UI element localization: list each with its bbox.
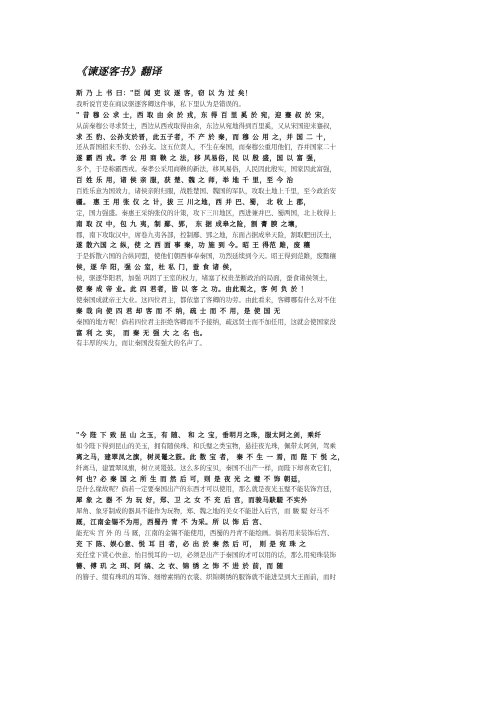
original-text-line: 离之马，建翠凤之旗，树灵鼍之鼓。此 数 宝 者， 秦 不 生 一 焉，而 陛 下 悦 之，	[76, 452, 345, 461]
original-text-line: 秦 哉 向 使 四 君 却 客 而 不 纳，疏 士 而 不 用，是 使 国 无	[76, 306, 281, 315]
original-text-line: 犀 象 之 器 不 为 玩 好，郑、卫 之 女 不 充 后 宫，而骏马駃騠 不实外	[76, 496, 308, 505]
translation-line: 百姓乐意为国效力，诸侯亲附归服，战胜楚国、魏国的军队，攻取土地上千里，至今政治安	[76, 187, 336, 196]
paragraph-1	[76, 88, 422, 349]
document-title: 《谏逐客书》翻译	[76, 66, 162, 78]
original-text-line: 遂 散六国 之 纵，使 之 西 面 事 秦，功 施 到 今。昭 王 得范 雎，废 穰	[76, 241, 311, 250]
original-text-line: "今 陛 下 致 昆 山 之玉，有 随、 和 之 宝，垂明月之珠，服太阿之剑，乘纤	[76, 431, 322, 439]
original-text-line: 簪、傅 玑 之 珥、阿 缟、之 衣、锦 绣 之 饰 不 进 於 前，而 随	[76, 561, 284, 570]
original-text-line: 使 秦 成 帝 业。此 四 君者，皆 以 客 之 功。由此观之，客 何 负 於 ！	[76, 285, 308, 294]
translation-line: 有丰厚的实力，而让秦国没有强大的名声了。	[76, 339, 206, 348]
translation-line: 我听说官吏在商议驱逐客卿这件事，私下里认为是错误的。	[76, 99, 245, 108]
original-text-line: 百 姓 乐 用，诸 侯 亲 服，获 楚、魏 之 师，举 地 千 里，至 今 治	[76, 176, 294, 185]
translation-line: 的簪子、缀有珠玑的耳饰、细缯素绢的衣裳、织锦刺绣的服饰就不能进呈到大王面前，而时	[76, 572, 336, 581]
original-text-line: 疆。 惠 王 用 张 仪 之 计，拔 三 川之地，西 并 巴、蜀， 北 收 上 郡，	[76, 197, 311, 206]
translation-line: 郡，南下攻取汉中，席卷九夷各部，控制鄢、郢之地，东面占据成皋天险，割取肥田沃土，	[76, 230, 336, 239]
original-text-line: " 昔 穆 公 求 士，西 取 由 余 於 戎，东 得 百 里 奚 於 宛，迎 蹇 叔 於 宋，	[76, 110, 329, 119]
translation-line: 多个，于是称霸西戎。秦孝公采用商鞅的新法，移风易俗，人民因此殷实，国家因此富强，	[76, 165, 336, 174]
translation-line: 于是拆散六国的合纵同盟，使他们朝西事奉秦国，功烈延续到今天。昭王得到范雎，废黜穰	[76, 252, 336, 261]
original-text-line: 侯，逐 华 阳，强 公 室，杜 私 门，蚕 食 诸 侯，	[76, 263, 237, 272]
original-text-line: 南 取 汉 中，包 九 夷，制 鄢、郢， 东 据 成皋之险，割 膏 腴 之壤，	[76, 219, 303, 228]
translation-line: 充任堂下赏心快意、怡目悦耳的一切，必须是出产于秦国的才可以用的话，那么用宛珠装饰	[76, 550, 336, 559]
original-text-line: 遂 霸 西 戎。孝 公 用 商 鞅 之 法，移 风易俗，民 以 殷 盛，国 以 富 强，	[76, 154, 321, 163]
translation-line: 犀角、象牙制成的器具不能作为玩物，郑、魏之地的美女不能进入后宫，而 駿 騠 好马不	[76, 507, 330, 516]
translation-line: 是什么缘故呢？倘若一定要秦国出产的东西才可以使用，那么就是夜光玉璧不能装饰宫廷，	[76, 485, 336, 494]
translation-line: 定，国力强盛。秦惠王采纳张仪的计策，攻下三川地区，西进兼并巴、蜀两国，北上收得上	[76, 208, 336, 217]
translation-line: 侯，驱逐华阳君，加强 巩固了王室的权力，堵塞了权贵垄断政治的局面，蚕食诸侯领土，	[76, 274, 332, 283]
original-text-line: 何 也？必 秦 国 之 所 生 而 然 后 可，则 是 夜 光 之 璧 不 饰 朝廷，	[76, 474, 306, 483]
original-text-line: 求 丕 豹、公孙支於晋，此五子者，不 产 於 秦，而 穆 公 用 之，并 国 二 十，	[76, 132, 331, 141]
original-text-line: 厩，江南金锡不为用，西蜀丹 青 不 为采。所 以 饰 后 宫、	[76, 518, 267, 527]
original-text-line: 富 利 之 实， 而 秦 无 强 大 之 名 也。	[76, 328, 207, 337]
translation-line: 还从晋国招来丕豹、公孙支。这五位贤人，不生在秦国，而秦穆公重用他们，吞并国家二十	[76, 143, 336, 152]
translation-line: 纤离马，建置翠凤旗，树立灵鼍鼓。这么多的宝贝，秦国不出产一样，而陛下却喜欢它们，	[76, 463, 336, 472]
translation-line: 使秦国成就帝王大业。这四位君主，都依靠了客卿的功劳。由此看来，客卿哪有什么对不住	[76, 295, 336, 304]
translation-line: 能充实 宫 外 的 马 厩，江南的金锡不能使用，西蜀的丹青不能绘画。倘若用来装饰后宫、	[76, 529, 334, 538]
translation-line: 秦国的地方呢！倘若四位君主拒绝客卿而不予接纳，疏远贤士而不加任用，这就会使国家没	[76, 317, 336, 326]
translation-line: 从前秦穆公寻求贤士，西边从西戎取得由余，东边从宛地得到百里奚，又从宋国迎来蹇叔，	[76, 121, 336, 130]
translation-line: 如今陛下得到昆山的美玉，拥有随侯珠、和氏璧之类宝物，悬挂夜光珠，佩带太阿剑，驾乘	[76, 441, 336, 450]
paragraph-2	[76, 430, 422, 582]
original-text-line: 充 下 陈、娱心意、悦 耳 目 者，必 出 於 秦 然 后 可， 则 是 宛 珠 之	[76, 539, 307, 548]
original-text-line: 斯 乃 上 书 曰："臣 闻 吏 议 逐 客，窃 以 为 过 矣！	[76, 89, 253, 97]
